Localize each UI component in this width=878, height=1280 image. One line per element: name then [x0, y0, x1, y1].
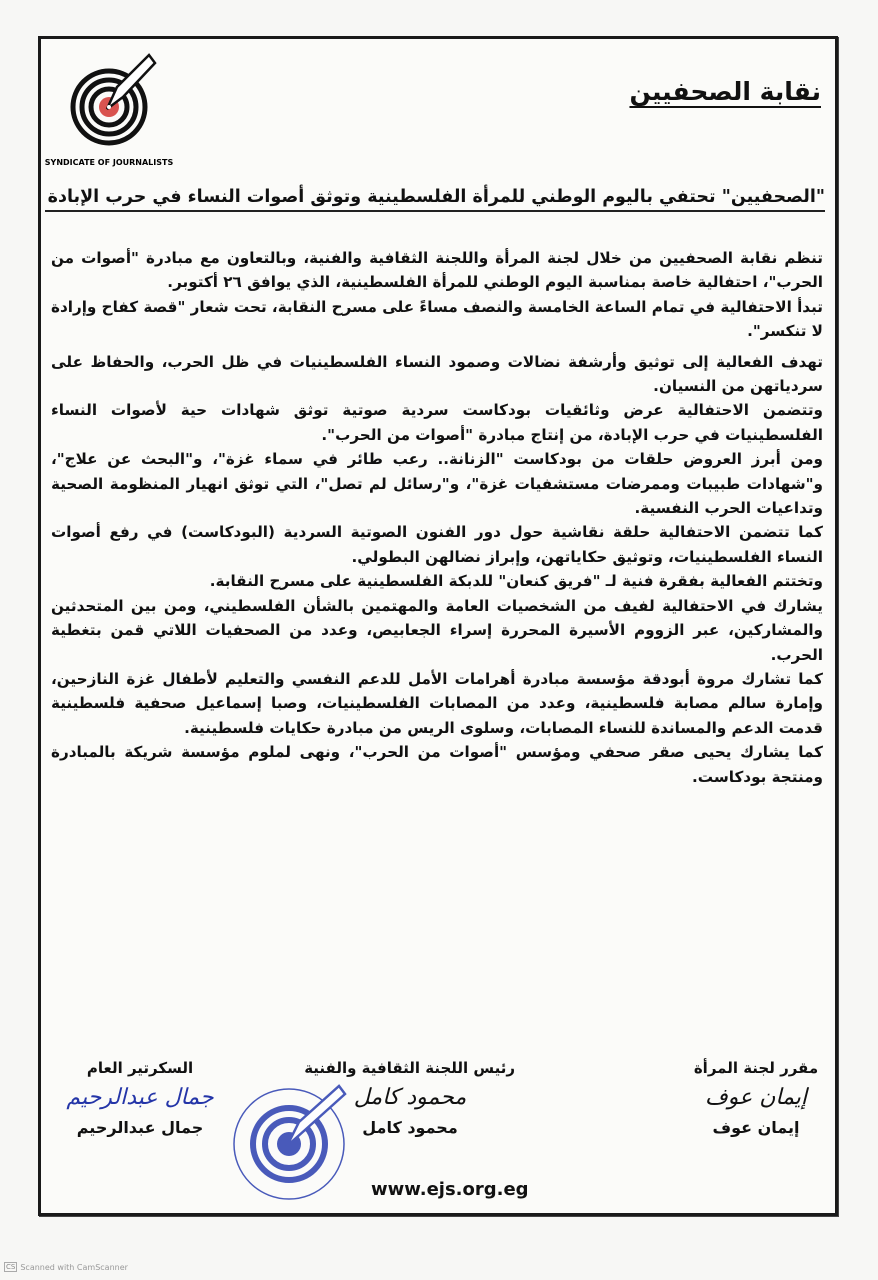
paragraph: كما تشارك مروة أبودقة مؤسسة مبادرة أهرامات الأمل للدعم النفسي والتعليم لأطفال غزة النازحين، وإمارة سالم مصابة فلسطينية، وعدد من المصابات الفلسطينيات، وصبا إسماعيل صحفية فلسطينية قدمت الدعم والمساندة للنساء المصابات، وسلوى الريس من مبادرة حكايات فلسطينية. — [51, 669, 823, 737]
paragraph: وتتضمن الاحتفالية عرض وثائقيات بودكاست سردية صوتية توثق شهادات حية لأصوات النساء الفلسطينيات في حرب الإبادة، من إنتاج مبادرة "أصوات من الحرب". — [51, 401, 823, 444]
signature-secretary-general — [65, 1059, 215, 1137]
signature-women-committee — [691, 1059, 821, 1137]
signatory-name: محمود كامل — [362, 1118, 458, 1137]
signatory-name: إيمان عوف — [712, 1118, 800, 1137]
paragraph: تهدف الفعالية إلى توثيق وأرشفة نضالات وصمود النساء الفلسطينيات في ظل الحرب، والحفاظ على سردياتهن من النسيان. — [51, 352, 823, 396]
syndicate-logo — [44, 47, 174, 175]
logo-english-text: SYNDICATE OF JOURNALISTS — [44, 158, 174, 167]
paragraph: يشارك في الاحتفالية لفيف من الشخصيات العامة والمهتمين بالشأن الفلسطيني، ومن بين المتحدثين والمشاركين، عبر الزووم الأسيرة المحررة إسراء الجعابيص، وعدد من الصحفيات اللاتي قمن بتغطية الحرب. — [51, 596, 823, 664]
signature-role: السكرتير العام — [86, 1059, 194, 1077]
website-link[interactable]: www.ejs.org.eg — [371, 1179, 529, 1200]
camscanner-icon: CS — [6, 1263, 16, 1271]
paragraph: كما يشارك يحيى صقر صحفي ومؤسس "أصوات من الحرب"، ونهى لملوم مؤسسة شريكة بالمبادرة ومنتجة بودكاست. — [51, 743, 823, 786]
signature-role: رئيس اللجنة الثقافية والفنية — [304, 1059, 515, 1077]
signatory-name: جمال عبدالرحيم — [76, 1118, 204, 1137]
paragraph: وتختتم الفعالية بفقرة فنية لـ "فريق كنعان" للدبكة الفلسطينية على مسرح النقابة. — [209, 572, 823, 591]
signature-cultural-committee — [305, 1059, 515, 1137]
handwritten-signature: محمود كامل — [353, 1085, 467, 1110]
scanner-watermark — [4, 1262, 128, 1272]
headline: "الصحفيين" تحتفي باليوم الوطني للمرأة الفلسطينية وتوثق أصوات النساء في حرب الإبادة — [45, 187, 825, 212]
signature-role: مقرر لجنة المرأة — [693, 1059, 819, 1077]
press-release-body — [51, 246, 823, 789]
syndicate-name: نقابة الصحفيين — [629, 77, 821, 106]
paragraph: تبدأ الاحتفالية في تمام الساعة الخامسة والنصف مساءً على مسرح النقابة، تحت شعار "قصة كفاح وإرادة لا تنكسر". — [51, 297, 823, 341]
handwritten-signature: جمال عبدالرحيم — [66, 1085, 214, 1110]
paragraph: ومن أبرز العروض حلقات من بودكاست "الزنانة.. رعب طائر في سماء غزة"، و"البحث عن علاج"، و"شهادات طبيبات وممرضات مستشفيات غزة"، و"رسائل لم تصل"، التي توثق انهيار المنظومة الصحية وتداعيات الحرب النفسية. — [51, 450, 823, 518]
scanner-text: Scanned with CamScanner — [20, 1262, 128, 1272]
paragraph: تنظم نقابة الصحفيين من خلال لجنة المرأة واللجنة الثقافية والفنية، وبالتعاون مع مبادرة "أصوات من الحرب"، احتفالية خاصة بمناسبة اليوم الوطني للمرأة الفلسطينية، الذي يوافق ٢٦ أكتوبر. — [51, 249, 823, 292]
handwritten-signature: إيمان عوف — [704, 1085, 808, 1110]
paragraph: كما تتضمن الاحتفالية حلقة نقاشية حول دور الفنون الصوتية السردية (البودكاست) في رفع أصوات النساء الفلسطينيات، وتوثيق حكاياتهن، وإبراز نضالهن البطولي. — [51, 523, 823, 566]
document-frame — [38, 36, 838, 1216]
